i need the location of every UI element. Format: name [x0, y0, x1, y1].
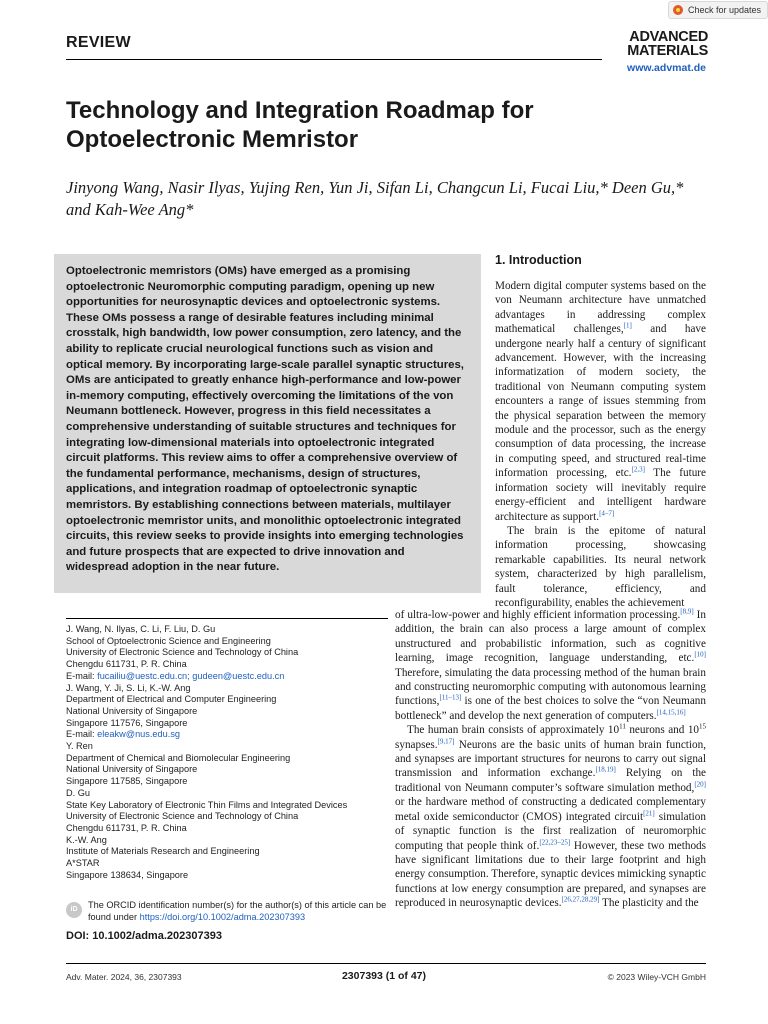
author-list: Jinyong Wang, Nasir Ilyas, Yujing Ren, Yun Ji, Sifan Li, Changcun Li, Fucai Liu,* Deen Gu,* and Kah-Wee Ang* [66, 178, 684, 219]
citation-link[interactable]: [22,23–25] [539, 837, 571, 846]
article-title: Technology and Integration Roadmap for Optoelectronic Memristor [66, 97, 534, 153]
citation-link[interactable]: [21] [643, 808, 655, 817]
footer-copyright: © 2023 Wiley-VCH GmbH [607, 972, 706, 982]
footer-rule [66, 963, 706, 964]
affiliations-block [66, 624, 388, 881]
orcid-doi-link[interactable]: https://doi.org/10.1002/adma.202307393 [139, 911, 306, 922]
orcid-icon: iD [66, 902, 82, 918]
citation-link[interactable]: [20] [694, 780, 706, 789]
citation-link[interactable]: [8,9] [680, 607, 694, 616]
affiliation-line: J. Wang, N. Ilyas, C. Li, F. Liu, D. Gu [66, 624, 216, 634]
citation-link[interactable]: [1] [623, 321, 632, 330]
exponent: 15 [699, 722, 706, 731]
intro-paragraph-2-end: of ultra-low-power and highly efficient information processing.[8,9] In addition, the brain can also process a large amount of complex unstructured and probabilistic information, such as cognitive learning, image recognition, language understanding, etc.[10] Therefore, simulating the data processing method of the human brain and constructing neuromorphic computing with autonomous learning functions,[11–13] is one of the best choices to solve the “von Neumann bottleneck” and develop the next generation of computers.[14,15,16] [395, 607, 706, 722]
introduction-column-bottom [395, 608, 706, 911]
affiliation-line: State Key Laboratory of Electronic Thin Films and Integrated Devices [66, 799, 348, 810]
affiliation-line: Department of Chemical and Biomolecular Engineering [66, 752, 291, 763]
footer-citation: Adv. Mater. 2024, 36, 2307393 [66, 972, 182, 982]
affiliation-line: Institute of Materials Research and Engineering [66, 846, 260, 857]
affiliation-line: Chengdu 611731, P. R. China [66, 822, 187, 833]
affiliation-line: Chengdu 611731, P. R. China [66, 659, 187, 670]
citation-link[interactable]: [9,17] [437, 736, 455, 745]
affiliation-line: Y. Ren [66, 741, 93, 752]
email-link[interactable]: fucailiu@uestc.edu.cn; gudeen@uestc.edu.cn [97, 670, 285, 681]
affiliation-line: University of Electronic Science and Technology of China [66, 811, 299, 822]
footer-page-number: 2307393 (1 of 47) [341, 970, 427, 982]
check-for-updates-button[interactable] [668, 1, 768, 19]
abstract-text: Optoelectronic memristors (OMs) have emerged as a promising optoelectronic Neuromorphic computing paradigm, opening up new opportunities for neurosynaptic devices and optoelectronic systems. These OMs possess a range of desirable features including minimal crosstalk, high bandwidth, low power consumption, zero latency, and the ability to replicate crucial neurological functions such as vision and optical memory. By incorporating large-scale parallel synaptic structures, OMs are anticipated to greatly enhance high-performance and low-power in-memory computing, effectively overcoming the limitations of the von Neumann bottleneck. However, progress in this field necessitates a comprehensive understanding of suitable structures and techniques for integrating low-dimensional materials into optoelectronic integrated circuit platforms. This review aims to offer a comprehensive overview of the fundamental performance, mechanisms, design of structures, applications, and integration roadmap of optoelectronic synaptic memristors. By establishing connections between materials, multilayer optoelectronic memristor units, and monolithic optoelectronic integrated circuits, this review seeks to provide insights into emerging technologies and future prospects that are expected to drive innovation and widespread adoption in the near future. [66, 265, 464, 574]
affiliation-line: E-mail: fucailiu@uestc.edu.cn; gudeen@uestc.edu.cn [66, 670, 285, 681]
affiliation-line: Singapore 138634, Singapore [66, 869, 189, 880]
affiliation-line: K.-W. Ang [66, 834, 107, 845]
header-rule [66, 59, 602, 60]
orcid-text: The ORCID identification number(s) for the author(s) of this article can be found under https://doi.org/10.1002/adma.202307393 [88, 900, 387, 922]
logo-line-2: MATERIALS [627, 43, 708, 59]
intro-paragraph-3: The human brain consists of approximately $10^{11}$ neurons and $10^{15}$ synapses.[9,17] Neurons are the basic units of human brain function, and synapses are important structures for neurons to carry out signal transmission and information exchange.[18,19] Relying on the traditional von Neumann computer’s software simulation method,[20] or the hardware method of constructing a dedicated complementary metal oxide semiconductor (CMOS) integrated circuit[21] simulation of synaptic function is the first realization of neuromorphic computing that people think of.[22,23–25] However, these two methods have significant limitations due to their large footprint and high energy consumption. Therefore, synaptic devices mimicking synaptic functions at low energy consumption are prepared, and synapses are reproduced in neurosynaptic devices.[26,27,28,29] The plasticity and the [395, 722, 706, 910]
citation-link[interactable]: [11–13] [439, 693, 462, 702]
abstract-box [54, 254, 481, 593]
journal-logo [604, 30, 708, 58]
citation-link[interactable]: [26,27,28,29] [561, 895, 600, 904]
affiliation-line: A*STAR [66, 858, 100, 869]
logo-line-1: ADVANCED [629, 29, 708, 45]
update-badge-icon [673, 5, 683, 15]
orcid-note [66, 900, 388, 923]
affiliation-line: National University of Singapore [66, 705, 198, 716]
affiliation-line: J. Wang, Y. Ji, S. Li, K.-W. Ang [66, 682, 191, 693]
affiliation-line: University of Electronic Science and Technology of China [66, 647, 299, 658]
introduction-column-top [495, 279, 706, 610]
citation-link[interactable]: [14,15,16] [656, 708, 686, 717]
affiliation-line: School of Optoelectronic Science and Engineering [66, 635, 271, 646]
affiliation-line: Singapore 117585, Singapore [66, 776, 188, 787]
article-doi: DOI: 10.1002/adma.202307393 [66, 930, 222, 942]
citation-link[interactable]: [4–7] [599, 508, 615, 517]
affiliations-rule [66, 618, 388, 619]
exponent: 11 [619, 722, 626, 731]
section-label: REVIEW [66, 34, 131, 51]
affiliation-line: National University of Singapore [66, 764, 198, 775]
section-heading-introduction: 1. Introduction [495, 253, 582, 267]
check-for-updates-label: Check for updates [688, 5, 762, 15]
journal-url-link[interactable]: www.advmat.de [627, 62, 706, 74]
affiliation-line: Department of Electrical and Computer Engineering [66, 694, 277, 705]
intro-paragraph-1: Modern digital computer systems based on the von Neumann architecture have unmatched advantages in addressing complex mathematical challenges,[1] and have undergone nearly half a century of significant advancement. However, with the increasing informatization of modern society, the traditional von Neumann computing system encounters a range of issues stemming from the physical separation between the memory module and the processor, such as the energy consumption of data processing, the increase in computing speed, and structured real-time information processing, etc.[2,3] The future information society will inevitably require energy-efficient and intelligent hardware architecture as support.[4–7] [495, 280, 706, 523]
citation-link[interactable]: [10] [694, 650, 706, 659]
affiliation-line: Singapore 117576, Singapore [66, 717, 188, 728]
affiliation-line: E-mail: eleakw@nus.edu.sg [66, 729, 181, 740]
affiliation-line: D. Gu [66, 787, 90, 798]
intro-paragraph-2-start: The brain is the epitome of natural information processing, showcasing remarkable capabilities. Its neural network system, characterized by high parallelism, fault tolerance, efficiency, and reconfigurability, enables the achievement [495, 524, 706, 609]
email-link[interactable]: eleakw@nus.edu.sg [97, 729, 181, 740]
citation-link[interactable]: [18,19] [595, 765, 616, 774]
citation-link[interactable]: [2,3] [631, 465, 645, 474]
